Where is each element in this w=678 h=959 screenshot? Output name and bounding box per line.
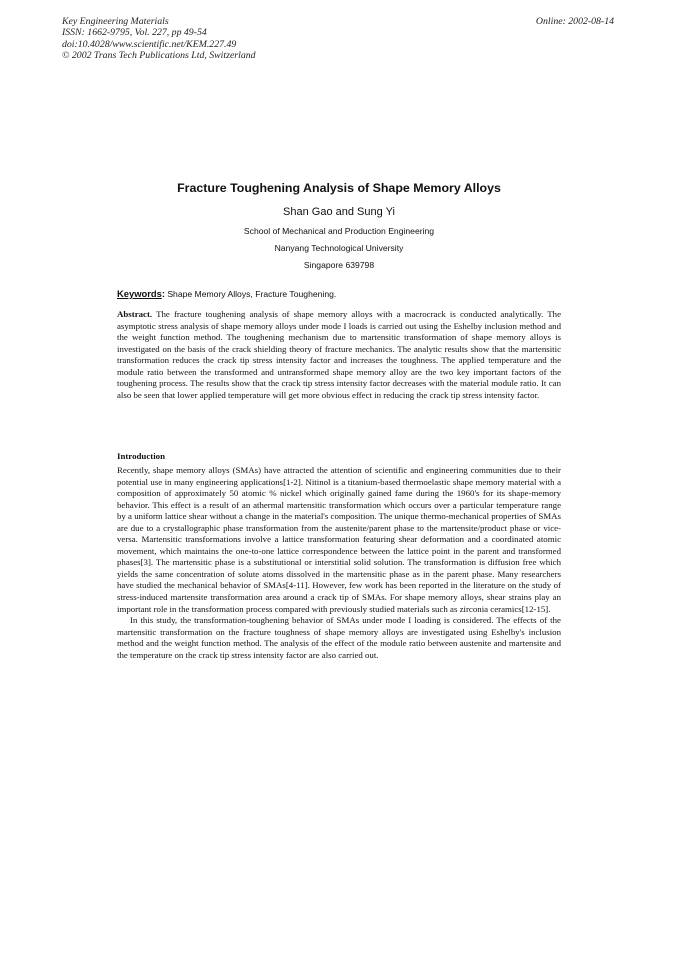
- keywords-label: Keywords: [117, 288, 162, 299]
- affiliation-university: Nanyang Technological University: [274, 243, 404, 253]
- abstract-paragraph: [117, 309, 561, 401]
- paper-title: Fracture Toughening Analysis of Shape Memory Alloys: [177, 181, 501, 195]
- introduction-body: [117, 465, 561, 661]
- abstract-label: Abstract.: [117, 309, 153, 319]
- introduction-heading: Introduction: [117, 451, 165, 461]
- journal-name: Key Engineering Materials: [62, 16, 169, 27]
- keywords-value: Shape Memory Alloys, Fracture Toughening.: [164, 289, 337, 299]
- abstract-text: The fracture toughening analysis of shape memory alloys with a macrocrack is conducted analytically. The asymptotic stress analysis of shape memory alloys under mode I loads is carried out using the Eshelby inclusion method and the weight function method. The toughening mechanism due to martensitic transformation of shape memory alloys is investigated on the basis of the crack shielding theory of fracture mechanics. The analytic results show that the martensitic transformation reduces the crack tip stress intensity factor and increases the toughness. The applied temperature and the module ratio between the transformed and untransformed shape memory alloy are the two key important factors of the toughening process. The results show that the crack tip stress intensity factor decreases with the material module ratio. It can also be seen that lower applied temperature will get more obvious effect in reducing the crack tip stress intensity factor.: [117, 309, 561, 400]
- keywords-colon: :: [161, 288, 165, 299]
- affiliation-address: Singapore 639798: [303, 260, 375, 270]
- affiliation-school: School of Mechanical and Production Engineering: [243, 226, 435, 236]
- issn-line: ISSN: 1662-9795, Vol. 227, pp 49-54: [62, 27, 207, 39]
- introduction-paragraph-1: Recently, shape memory alloys (SMAs) have attracted the attention of scientific and engineering communities due to their potential use in many engineering applications[1-2]. Nitinol is a titanium-based thermoelastic shape memory material with a composition of approximately 50 atomic % nickel which originally gained fame during the 1960's for its shape-memory behavior. This effect is a result of an athermal martensitic transformation which occurs over a particular temperature range by a uniform lattice shear without a change in the material's composition. The unique thermo-mechanical properties of SMAs are due to a crystallographic phase transformation from the austenite/parent phase to the martensite/product phase or vice-versa. Martensitic transformations involve a lattice transformation featuring shear deformation and a coordinated atomic movement, which maintains the one-to-one lattice correspondence between the lattice point in the parent and transformed phases[3]. The martensitic phase is a substitutional or interstitial solid solution. The transformation is diffusion free which yields the same concentration of solute atoms dissolved in the martensitic phase as in the parent phase. Many researchers have studied the mechanical behavior of SMAs[4-11]. However, few work has been reported in the literature on the study of stress-induced martensite transformation area around a crack tip of SMAs. For shape memory alloys, shear strains play an important role in the transformation process compared with previously studied materials such as zirconia ceramics[12-15].: [117, 465, 561, 614]
- doi-link[interactable]: doi:10.4028/www.scientific.net/KEM.227.49: [62, 38, 237, 50]
- paper-authors: Shan Gao and Sung Yi: [283, 206, 395, 218]
- journal-header: [62, 16, 256, 62]
- introduction-paragraph-2: In this study, the transformation-toughening behavior of SMAs under mode I loading is considered. The effects of the martensitic transformation on the fracture toughness of shape memory alloys are investigated using Eshelby's inclusion method and the weight function method. The analysis of the effect of the module ratio between austenite and martensite and the temperature on the crack tip stress intensity factor are also carried out.: [117, 615, 561, 660]
- online-date: Online: 2002-08-14: [535, 16, 614, 27]
- keywords-line: [117, 288, 336, 299]
- copyright-line: © 2002 Trans Tech Publications Ltd, Switzerland: [62, 50, 256, 62]
